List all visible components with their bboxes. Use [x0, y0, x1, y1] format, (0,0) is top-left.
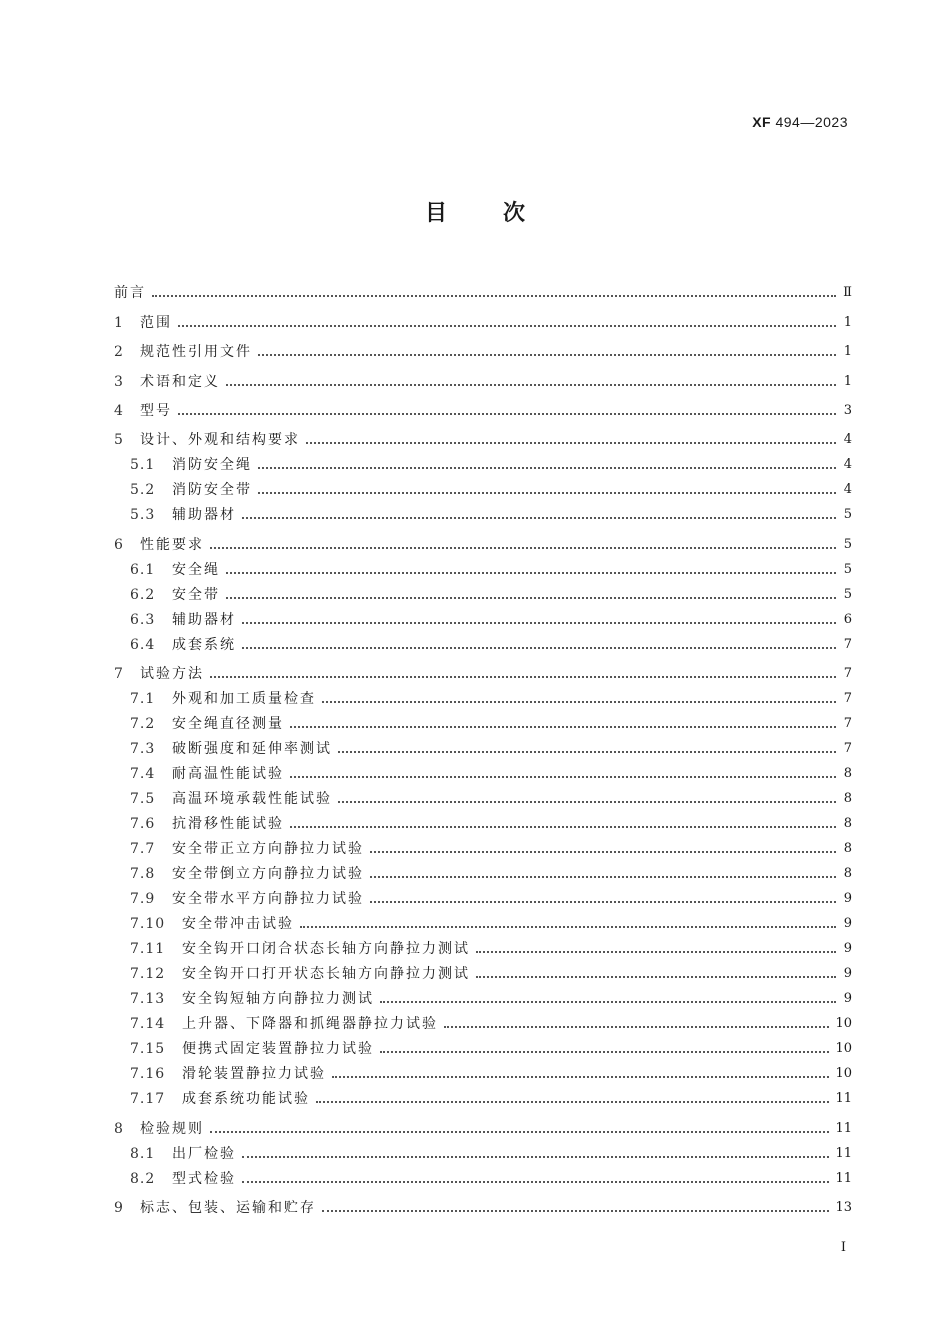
toc-entry-number: 6.1 [130, 561, 156, 578]
toc-entry-page: 4 [843, 457, 852, 473]
toc-entry-label: 滑轮装置静拉力试验 [182, 1066, 326, 1083]
dot-leader [322, 701, 836, 703]
toc-entry-page: 7 [843, 741, 852, 757]
dot-leader [242, 1156, 829, 1158]
toc-entry[interactable] [114, 361, 852, 390]
toc-entry-number: 7.1 [130, 691, 156, 708]
toc-entry[interactable] [114, 758, 852, 783]
toc-entry-label: 便携式固定装置静拉力试验 [182, 1041, 374, 1058]
toc-entry-number: 5.2 [130, 482, 156, 499]
toc-entry[interactable] [114, 1108, 852, 1137]
dot-leader [258, 354, 836, 356]
toc-entry-label: 安全钩短轴方向静拉力测试 [182, 991, 374, 1008]
toc-entry-label: 抗滑移性能试验 [172, 816, 284, 833]
toc-entry-page: 5 [843, 507, 852, 523]
dot-leader [210, 1131, 829, 1133]
toc-entry-number: 4 [114, 402, 124, 419]
toc-entry[interactable] [114, 1033, 852, 1058]
toc-entry[interactable] [114, 499, 852, 524]
toc-entry[interactable] [114, 733, 852, 758]
toc-entry-number: 6.2 [130, 586, 156, 603]
toc-entry-label: 试验方法 [140, 666, 204, 683]
toc-entry-page: 1 [843, 373, 852, 389]
dot-leader [476, 976, 836, 978]
toc-entry-page: Ⅱ [843, 285, 852, 301]
toc-entry-number: 8.2 [130, 1170, 156, 1187]
toc-entry-label: 成套系统功能试验 [182, 1091, 310, 1108]
toc-entry-page: 10 [835, 1016, 852, 1032]
dot-leader [332, 1076, 829, 1078]
toc-entry-page: 8 [843, 766, 852, 782]
toc-entry[interactable] [114, 708, 852, 733]
toc-entry-label: 消防安全带 [172, 482, 252, 499]
toc-entry[interactable] [114, 629, 852, 654]
toc-entry-page: 13 [835, 1199, 852, 1215]
toc-entry-number: 3 [114, 373, 124, 390]
toc-entry-label: 安全带正立方向静拉力试验 [172, 841, 364, 858]
toc-entry-page: 1 [843, 314, 852, 330]
toc-entry-label: 型式检验 [172, 1170, 236, 1187]
toc-entry-label: 型号 [140, 402, 172, 419]
toc-entry-number: 7.13 [130, 991, 166, 1008]
toc-entry[interactable] [114, 1008, 852, 1033]
dot-leader [178, 325, 836, 327]
toc-entry-number: 7.15 [130, 1041, 166, 1058]
toc-entry-page: 4 [843, 432, 852, 448]
toc-entry-page: 11 [835, 1091, 852, 1107]
toc-entry-page: 11 [835, 1170, 852, 1186]
toc-entry[interactable] [114, 833, 852, 858]
toc-entry-number: 9 [114, 1199, 124, 1216]
toc-entry-page: 9 [843, 966, 852, 982]
toc-entry-page: 8 [843, 841, 852, 857]
dot-leader [226, 572, 836, 574]
dot-leader [152, 295, 836, 297]
toc-entry[interactable] [114, 1188, 852, 1217]
toc-entry-page: 1 [843, 344, 852, 360]
toc-entry-label: 安全钩开口闭合状态长轴方向静拉力测试 [182, 941, 470, 958]
toc-entry[interactable] [114, 579, 852, 604]
dot-leader [290, 826, 836, 828]
toc-entry-label: 标志、包装、运输和贮存 [140, 1199, 316, 1216]
toc-entry-page: 3 [843, 402, 852, 418]
page-title: 目次 [424, 200, 581, 226]
toc-entry-page: 7 [843, 636, 852, 652]
toc-entry[interactable] [114, 554, 852, 579]
toc-entry[interactable] [114, 604, 852, 629]
toc-entry-label: 成套系统 [172, 636, 236, 653]
toc-entry-page: 9 [843, 916, 852, 932]
dot-leader [258, 467, 836, 469]
toc-entry[interactable] [114, 420, 852, 449]
dot-leader [290, 726, 836, 728]
toc-entry-number: 7.17 [130, 1091, 166, 1108]
dot-leader [338, 801, 836, 803]
toc-entry-number: 7 [114, 666, 124, 683]
toc-entry[interactable] [114, 1138, 852, 1163]
toc-entry[interactable] [114, 654, 852, 683]
dot-leader [242, 647, 836, 649]
toc-entry-label: 安全钩开口打开状态长轴方向静拉力测试 [182, 966, 470, 983]
toc-entry[interactable] [114, 1083, 852, 1108]
toc-entry-label: 检验规则 [140, 1120, 204, 1137]
toc-entry-label: 安全绳直径测量 [172, 716, 284, 733]
toc-entry-number: 7.2 [130, 716, 156, 733]
toc-entry[interactable] [114, 524, 852, 553]
toc-entry-page: 7 [843, 666, 852, 682]
dot-leader [476, 951, 836, 953]
toc-entry[interactable] [114, 1058, 852, 1083]
toc-entry-page: 8 [843, 866, 852, 882]
standard-number: 494—2023 [775, 114, 848, 130]
toc-entry-number: 2 [114, 344, 124, 361]
toc-entry[interactable] [114, 302, 852, 331]
toc-entry-label: 安全带水平方向静拉力试验 [172, 891, 364, 908]
toc-entry-label: 性能要求 [140, 536, 204, 553]
toc-entry-number: 6.3 [130, 611, 156, 628]
toc-entry-page: 11 [835, 1145, 852, 1161]
toc-entry[interactable] [114, 449, 852, 474]
toc-entry[interactable] [114, 391, 852, 420]
toc-entry-page: 7 [843, 691, 852, 707]
dot-leader [290, 776, 836, 778]
toc-entry-page: 6 [843, 611, 852, 627]
dot-leader [370, 851, 836, 853]
toc-entry-number: 7.11 [130, 941, 166, 958]
dot-leader [316, 1101, 829, 1103]
toc-entry-label: 规范性引用文件 [140, 344, 252, 361]
dot-leader [210, 676, 836, 678]
toc-entry[interactable] [114, 808, 852, 833]
toc-entry[interactable] [114, 958, 852, 983]
toc-entry-number: 7.3 [130, 741, 156, 758]
toc-entry-label: 设计、外观和结构要求 [140, 432, 300, 449]
toc-entry-number: 8.1 [130, 1145, 156, 1162]
toc-entry[interactable] [114, 273, 852, 302]
toc-entry-page: 7 [843, 716, 852, 732]
page-folio: Ⅰ [840, 1240, 846, 1255]
toc-entry-label: 安全带冲击试验 [182, 916, 294, 933]
standard-prefix: XF [752, 114, 772, 130]
toc-entry[interactable] [114, 683, 852, 708]
toc-entry-label: 耐高温性能试验 [172, 766, 284, 783]
toc-entry-number: 6.4 [130, 636, 156, 653]
toc-entry[interactable] [114, 908, 852, 933]
toc-entry-label: 消防安全绳 [172, 457, 252, 474]
toc-entry-number: 7.16 [130, 1066, 166, 1083]
toc-entry-page: 5 [843, 536, 852, 552]
toc-entry-page: 5 [843, 561, 852, 577]
toc-entry-number: 7.8 [130, 866, 156, 883]
toc-entry-number: 8 [114, 1120, 124, 1137]
toc-entry[interactable] [114, 332, 852, 361]
toc-entry-label: 安全带 [172, 586, 220, 603]
dot-leader [444, 1026, 829, 1028]
toc-entry-page: 9 [843, 891, 852, 907]
toc-entry[interactable] [114, 1163, 852, 1188]
toc-entry-label: 上升器、下降器和抓绳器静拉力试验 [182, 1016, 438, 1033]
toc-entry-page: 5 [843, 586, 852, 602]
toc-entry-label: 外观和加工质量检查 [172, 691, 316, 708]
toc-entry[interactable] [114, 883, 852, 908]
toc-entry-page: 10 [835, 1041, 852, 1057]
dot-leader [370, 876, 836, 878]
toc-entry[interactable] [114, 983, 852, 1008]
toc-entry-label: 辅助器材 [172, 507, 236, 524]
dot-leader [338, 751, 836, 753]
toc-entry-number: 7.14 [130, 1016, 166, 1033]
toc-entry-label: 破断强度和延伸率测试 [172, 741, 332, 758]
toc-entry-page: 9 [843, 941, 852, 957]
toc-entry-label: 出厂检验 [172, 1145, 236, 1162]
dot-leader [370, 901, 836, 903]
toc-entry-number: 7.12 [130, 966, 166, 983]
table-of-contents [114, 273, 852, 1217]
toc-entry-page: 9 [843, 991, 852, 1007]
dot-leader [306, 442, 836, 444]
standard-code [752, 114, 848, 130]
toc-entry-page: 4 [843, 482, 852, 498]
dot-leader [226, 384, 836, 386]
dot-leader [242, 517, 836, 519]
toc-entry[interactable] [114, 474, 852, 499]
toc-entry-number: 5.1 [130, 457, 156, 474]
toc-entry-number: 7.4 [130, 766, 156, 783]
toc-entry-page: 10 [835, 1066, 852, 1082]
toc-entry-label: 安全绳 [172, 561, 220, 578]
toc-entry-number: 7.10 [130, 916, 166, 933]
dot-leader [258, 492, 836, 494]
toc-entry-number: 7.7 [130, 841, 156, 858]
dot-leader [210, 547, 836, 549]
dot-leader [242, 1181, 829, 1183]
toc-entry-label: 高温环境承载性能试验 [172, 791, 332, 808]
dot-leader [380, 1051, 829, 1053]
toc-entry-page: 8 [843, 791, 852, 807]
toc-entry-label: 前言 [114, 285, 146, 302]
toc-entry-page: 11 [835, 1120, 852, 1136]
dot-leader [380, 1001, 836, 1003]
toc-entry-number: 5.3 [130, 507, 156, 524]
dot-leader [300, 926, 836, 928]
toc-entry-page: 8 [843, 816, 852, 832]
toc-entry-label: 安全带倒立方向静拉力试验 [172, 866, 364, 883]
dot-leader [322, 1210, 829, 1212]
toc-entry-number: 1 [114, 314, 124, 331]
dot-leader [226, 597, 836, 599]
toc-entry-number: 7.6 [130, 816, 156, 833]
dot-leader [178, 413, 836, 415]
toc-entry[interactable] [114, 858, 852, 883]
dot-leader [242, 622, 836, 624]
toc-entry-number: 5 [114, 432, 124, 449]
toc-entry-label: 术语和定义 [140, 373, 220, 390]
toc-entry-number: 7.5 [130, 791, 156, 808]
toc-entry[interactable] [114, 783, 852, 808]
toc-entry-label: 范围 [140, 314, 172, 331]
toc-entry-number: 6 [114, 536, 124, 553]
toc-entry-label: 辅助器材 [172, 611, 236, 628]
toc-entry[interactable] [114, 933, 852, 958]
toc-entry-number: 7.9 [130, 891, 156, 908]
